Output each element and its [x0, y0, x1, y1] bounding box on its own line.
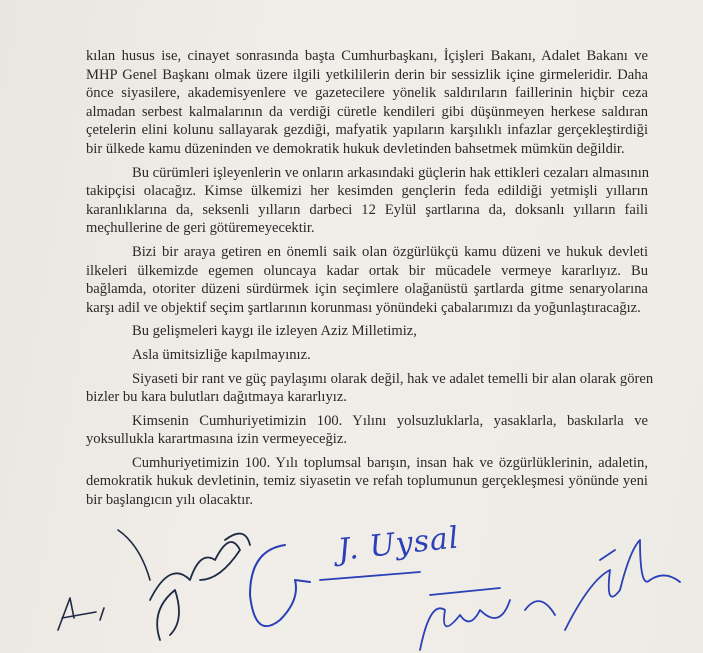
text-line: Bu cürümleri işleyenlerin ve onların arkasındaki güçlerin hak ettikleri cezaları almasının	[132, 164, 650, 181]
signature-2	[150, 534, 250, 640]
text-line: demokratik hukuk devletinin, temiz siyasetin ve refah toplumunun gerçekleşmesi yönünde yeni	[86, 473, 648, 490]
text-line: almadan serbest kalmalarının da verdiği cüretle kendileri gibi düşünmeyen herkese saldıran	[86, 103, 648, 120]
text-line: çetelerin elini kolunu sallayarak gezdiği, mafyatik yapıların karşılıklı infazlar gerçekleştirdiği	[86, 122, 648, 139]
text-line: bir ülkede kamu düzeninden ve demokratik hukuk devletinden bahsetmek mümkün değildir.	[86, 140, 625, 157]
signature-4-underline	[320, 572, 420, 580]
paragraph	[86, 454, 648, 510]
text-line: Asla ümitsizliğe kapılmayınız.	[132, 346, 311, 363]
paragraph	[86, 164, 648, 238]
text-line: MHP Genel Başkanı olmak üzere ilgili yetkililerin derin bir sessizlik içine girmeleridir. Daha	[86, 66, 648, 83]
signature-3	[250, 545, 310, 626]
text-line: Kimsenin Cumhuriyetimizin 100. Yılını yolsuzluklarla, yasaklarla, baskılarla ve	[132, 412, 648, 429]
signature-4-uysal: J. Uysal	[336, 520, 462, 568]
paragraph	[86, 370, 654, 407]
text-line: yoksullukla karartmasına izin vermeyeceğiz.	[86, 431, 347, 448]
paragraph	[86, 47, 648, 159]
text-line: Siyaseti bir rant ve güç paylaşımı olarak değil, hak ve adalet temelli bir alan olarak gören	[132, 370, 654, 387]
paragraph	[86, 346, 648, 365]
text-line: Bu gelişmeleri kaygı ile izleyen Aziz Milletimiz,	[132, 323, 417, 340]
text-line: karanlıklarına da, seksenli yılların darbeci 12 Eylül şartlarına da, doksanlı yılların faili	[86, 201, 648, 218]
text-line: meçhullerine de geri götüremeyecektir.	[86, 220, 315, 237]
text-line: önce siyasilere, akademisyenlere ve gazetecilere yönelik saldırıların faillerinin hiçbir ceza	[86, 85, 648, 102]
text-line: Cumhuriyetimizin 100. Yılı toplumsal barışın, insan hak ve özgürlüklerinin, adaletin,	[132, 454, 648, 471]
paragraph	[86, 322, 648, 341]
text-line: bizler bu kara bulutları dağıtmaya kararlıyız.	[86, 389, 347, 406]
paragraph	[86, 412, 648, 449]
text-line: ilkeleri ülkemizde egemen oluncaya kadar ortak bir mücadele vermeye kararlıyız. Bu	[86, 262, 648, 279]
text-line: bir başlangıcın yılı olacaktır.	[86, 492, 253, 509]
signature-6	[565, 540, 680, 630]
text-line: karşı adil ve objektif seçim şartlarının korunması yönündeki çabalarımızı da yoğunlaştıracağız.	[86, 299, 641, 316]
text-line: takipçisi olacağız. Kimse ülkemizi her kesimden gençlerin feda edildiği yetmişli yılların	[86, 183, 648, 200]
document-body	[86, 47, 654, 515]
signature-5	[420, 588, 555, 650]
paragraph	[86, 243, 648, 317]
text-line: bağlamda, otoriter düzeni sürdürmek için seçimlere olağanüstü şartlarda gitme senaryolarına	[86, 281, 648, 298]
text-line: Bizi bir araya getiren en önemli saik olan özgürlükçü kamu düzeni ve hukuk devleti	[132, 243, 648, 260]
text-line: kılan husus ise, cinayet sonrasında başta Cumhurbaşkanı, İçişleri Bakanı, Adalet Bakanı ve	[86, 48, 648, 64]
signature-1	[58, 530, 150, 630]
